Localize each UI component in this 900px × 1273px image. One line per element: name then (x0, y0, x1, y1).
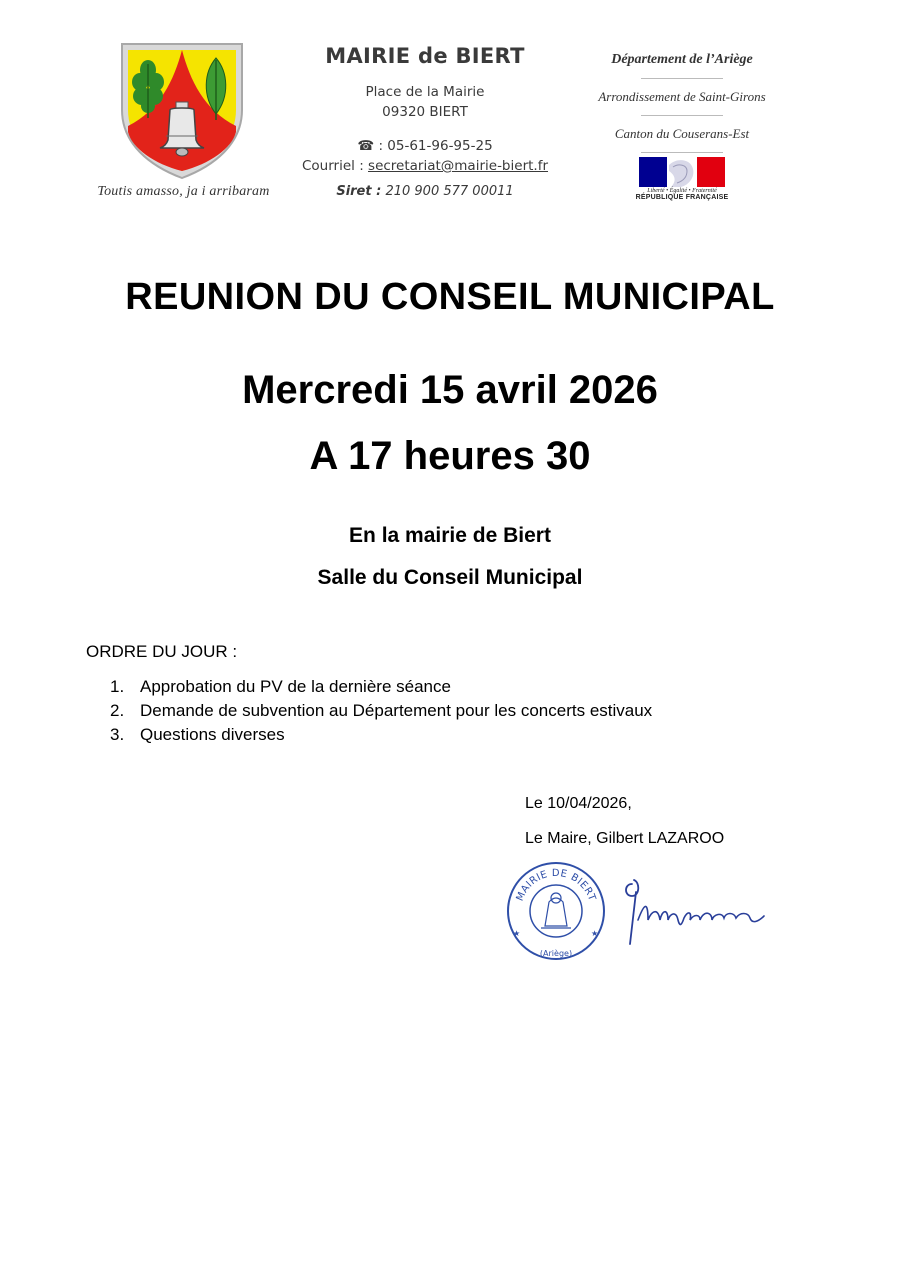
list-number: 3. (110, 725, 125, 744)
meeting-date: Mercredi 15 avril 2026 (242, 368, 658, 412)
rf-motto: Liberté • Égalité • Fraternité (647, 188, 717, 194)
list-item (110, 676, 652, 700)
list-text: Questions diverses (140, 725, 285, 744)
address-line-1: Place de la Mairie (365, 84, 485, 100)
stamp-text: MAIRIE DE BIERT (514, 867, 598, 903)
arrondissement-line: Arrondissement de Saint-Girons (598, 89, 766, 104)
mayor-name: Le Maire, Gilbert LAZAROO (525, 830, 725, 847)
notice-title: REUNION DU CONSEIL MUNICIPAL (125, 276, 775, 318)
list-number: 1. (110, 677, 125, 696)
list-item (110, 700, 652, 724)
list-item (110, 724, 652, 748)
phone-line (290, 136, 560, 156)
mairie-contact-block (290, 44, 560, 199)
handwritten-signature (618, 870, 778, 950)
department-title: Département de l’Ariège (611, 52, 753, 67)
phone-icon: ☎ (357, 138, 375, 154)
email-line (290, 156, 560, 176)
siret-line (290, 184, 560, 199)
divider (641, 115, 723, 116)
phone-number: : 05-61-96-95-25 (374, 138, 493, 154)
star-icon: ★ (591, 929, 599, 938)
mairie-stamp (505, 860, 607, 962)
email-label: Courriel : (301, 158, 369, 174)
signature-date: Le 10/04/2026, (525, 795, 632, 812)
commune-motto: Toutis amasso, ja i arribaram (97, 184, 270, 199)
canton-line: Canton du Couserans-Est (614, 126, 750, 141)
agenda-list (110, 676, 652, 748)
mairie-title: MAIRIE de BIERT (325, 44, 525, 68)
siret-value: 210 900 577 00011 (381, 184, 514, 199)
stamp-region: (Ariège) (539, 949, 573, 958)
list-number: 2. (110, 701, 125, 720)
coat-of-arms-logo (118, 40, 246, 182)
meeting-time: A 17 heures 30 (309, 434, 591, 478)
list-text: Demande de subvention au Département pour les concerts estivaux (140, 701, 653, 720)
meeting-place: En la mairie de Biert (349, 524, 551, 547)
department-block (585, 52, 779, 201)
siret-label: Siret : (336, 184, 382, 199)
divider (641, 78, 723, 79)
star-icon: ★ (513, 929, 521, 938)
marianne-logo (639, 157, 725, 187)
email-link[interactable]: secretariat@mairie-biert.fr (368, 158, 549, 174)
meeting-room: Salle du Conseil Municipal (317, 566, 583, 589)
divider (641, 152, 723, 153)
list-text: Approbation du PV de la dernière séance (140, 677, 451, 696)
rf-name: RÉPUBLIQUE FRANÇAISE (635, 194, 729, 201)
address-line-2: 09320 BIERT (382, 104, 468, 120)
agenda-title: ORDRE DU JOUR : (86, 642, 238, 661)
